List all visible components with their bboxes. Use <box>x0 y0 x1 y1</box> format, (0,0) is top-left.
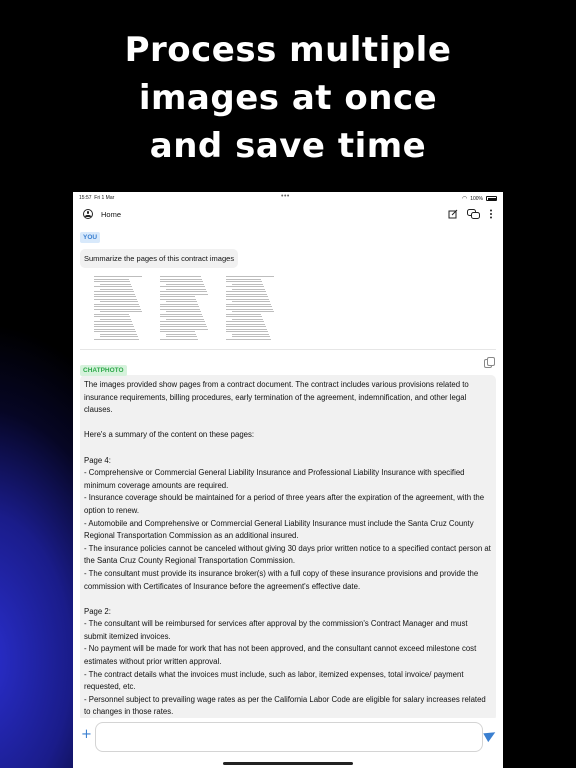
thumbnail-text-line <box>94 326 134 327</box>
thumbnail-text-line <box>226 294 267 295</box>
attachment-image-3[interactable] <box>224 274 278 340</box>
multitask-dots-icon[interactable]: ••• <box>281 193 290 200</box>
thumbnail-text-line <box>226 309 273 310</box>
bot-message-line: Page 2: <box>84 606 111 616</box>
thumbnail-text-line <box>166 336 197 337</box>
thumbnail-text-line <box>100 311 142 312</box>
thumbnail-text-line <box>226 281 262 282</box>
thumbnail-text-line <box>100 301 138 302</box>
promo-headline <box>0 26 576 170</box>
thumbnail-text-line <box>100 284 131 285</box>
thumbnail-text-line <box>226 299 269 300</box>
thumbnail-text-line <box>226 324 265 325</box>
bot-message <box>80 375 496 721</box>
thumbnail-text-line <box>160 291 207 292</box>
thumbnail-text-line <box>160 306 199 307</box>
nav-actions <box>448 209 493 222</box>
thumbnail-text-line <box>94 276 142 277</box>
thumbnail-text-line <box>160 299 196 300</box>
blank-line <box>84 442 492 455</box>
chat-bubbles-icon[interactable] <box>467 209 480 222</box>
thumbnail-text-line <box>100 334 137 335</box>
edit-icon[interactable] <box>448 209 458 222</box>
nav-bar <box>73 204 503 224</box>
bot-message-line: The images provided show pages from a contract document. The contract includes various provisions related to insurance requirements, billing procedures, early termination of the agreement, indemnification, and other legal clauses. <box>84 380 469 415</box>
bot-header <box>80 357 496 374</box>
thumbnail-text-line <box>226 304 271 305</box>
thumbnail-text-line <box>166 334 196 335</box>
thumbnail-text-line <box>94 309 141 310</box>
send-icon[interactable] <box>483 728 498 742</box>
thumbnail-text-line <box>94 296 136 297</box>
status-right <box>462 195 497 202</box>
thumbnail-text-line <box>232 334 269 335</box>
thumbnail-text-line <box>160 281 203 282</box>
thumbnail-text-line <box>226 331 268 332</box>
thumbnail-text-line <box>160 339 198 340</box>
divider <box>80 349 496 350</box>
wifi-icon: ◠ <box>461 196 468 202</box>
thumbnail-text-line <box>94 279 129 280</box>
thumbnail-text-line <box>100 336 138 337</box>
battery-percent: 100% <box>470 195 483 202</box>
bot-message-line: - The consultant must provide its insurance broker(s) with a full copy of these insurance provisions and provide the commission with Certificates of Insurance before the agreement's effective date. <box>84 568 479 591</box>
bot-badge: CHATPHOTO <box>80 365 127 376</box>
message-input[interactable] <box>95 722 483 752</box>
status-bar <box>73 192 503 204</box>
thumbnail-text-line <box>160 296 195 297</box>
thumbnail-text-line <box>94 339 139 340</box>
thumbnail-text-line <box>160 316 203 317</box>
thumbnail-text-line <box>226 329 267 330</box>
thumbnail-text-line <box>160 276 201 277</box>
thumbnail-text-line <box>94 294 135 295</box>
attachment-thumbnails <box>92 274 496 340</box>
thumbnail-text-line <box>94 321 132 322</box>
bot-message-line: - The contract details what the invoices must include, such as labor, itemized expenses, total invoice/ payment requested, etc. <box>84 669 464 692</box>
thumbnail-text-line <box>166 319 204 320</box>
thumbnail-text-line <box>100 319 131 320</box>
app-screen <box>73 192 503 768</box>
thumbnail-text-line <box>166 284 204 285</box>
chat-thread <box>73 224 503 721</box>
thumbnail-text-line <box>94 281 130 282</box>
bot-message-line: - Personnel subject to prevailing wage rates as per the California Labor Code are eligible for salary increases related to changes in those rates. <box>84 694 486 717</box>
thumbnail-text-line <box>232 289 265 290</box>
thumbnail-text-line <box>226 321 264 322</box>
thumbnail-text-line <box>226 316 262 317</box>
attachment-image-2[interactable] <box>158 274 212 340</box>
thumbnail-text-line <box>226 296 268 297</box>
thumbnail-text-line <box>94 286 132 287</box>
thumbnail-text-line <box>160 321 205 322</box>
headline-line-2: images at once <box>138 78 438 118</box>
thumbnail-text-line <box>160 326 207 327</box>
composer <box>73 718 503 768</box>
user-badge: YOU <box>80 232 100 243</box>
thumbnail-text-line <box>94 306 140 307</box>
thumbnail-text-line <box>94 329 135 330</box>
thumbnail-text-line <box>94 314 129 315</box>
bot-message-line: - Automobile and Comprehensive or Commercial General Liability Insurance must include the Santa Cruz County Regional Transportation Commission as an additional insured. <box>84 518 474 541</box>
headline-line-1: Process multiple <box>124 30 452 70</box>
thumbnail-text-line <box>226 286 264 287</box>
thumbnail-text-line <box>226 314 261 315</box>
bot-message-line: - No payment will be made for work that has not been approved, and the consultant cannot exceed milestone cost estimates without prior written approval. <box>84 644 477 667</box>
thumbnail-text-line <box>232 301 270 302</box>
thumbnail-text-line <box>160 324 206 325</box>
thumbnail-text-line <box>160 314 202 315</box>
thumbnail-text-line <box>226 339 271 340</box>
thumbnail-text-line <box>166 311 201 312</box>
person-circle-icon[interactable] <box>83 209 93 219</box>
thumbnail-text-line <box>160 304 198 305</box>
thumbnail-text-line <box>160 309 200 310</box>
thumbnail-text-line <box>226 276 274 277</box>
bot-message-line: Page 4: <box>84 455 111 465</box>
thumbnail-text-line <box>160 331 195 332</box>
thumbnail-text-line <box>94 331 136 332</box>
battery-icon <box>486 196 497 201</box>
thumbnail-text-line <box>226 306 272 307</box>
thumbnail-text-line <box>94 304 139 305</box>
thumbnail-text-line <box>94 299 137 300</box>
thumbnail-text-line <box>232 311 274 312</box>
home-indicator <box>223 762 353 765</box>
more-vertical-icon[interactable] <box>489 209 493 222</box>
thumbnail-text-line <box>160 329 208 330</box>
thumbnail-text-line <box>232 336 270 337</box>
thumbnail-text-line <box>232 284 263 285</box>
thumbnail-text-line <box>94 316 130 317</box>
thumbnail-text-line <box>226 291 266 292</box>
headline-line-3: and save time <box>149 126 427 166</box>
thumbnail-text-line <box>160 279 202 280</box>
thumbnail-text-line <box>94 291 134 292</box>
thumbnail-text-line <box>160 294 208 295</box>
thumbnail-text-line <box>226 326 266 327</box>
bot-message-line: - Comprehensive or Commercial General Liability Insurance and Professional Liability Insurance with specified minimum coverage amounts are required. <box>84 468 465 490</box>
bot-message-line: Here's a summary of the content on these pages: <box>84 430 255 440</box>
thumbnail-text-line <box>160 286 205 287</box>
attachment-image-1[interactable] <box>92 274 146 340</box>
add-attachment-button[interactable]: + <box>81 727 92 742</box>
blank-line <box>84 593 492 606</box>
thumbnail-text-line <box>226 279 261 280</box>
bot-message-line: - The consultant will be reimbursed for services after approval by the commission's Contract Manager and must submit itemized invoices. <box>84 619 468 641</box>
thumbnail-text-line <box>94 324 133 325</box>
nav-title: Home <box>101 209 122 219</box>
bot-message-line: - Insurance coverage should be maintained for a period of three years after the expiration of the agreement, with the option to renew. <box>84 493 485 515</box>
thumbnail-text-line <box>100 289 133 290</box>
thumbnail-text-line <box>166 301 197 302</box>
status-time: 15:57 Fri 1 Mar <box>79 195 115 201</box>
copy-icon[interactable] <box>484 359 492 368</box>
bot-message-line: - The insurance policies cannot be canceled without giving 30 days prior written notice to a specified contact person at the Santa Cruz County Regional Transportation Commission. <box>84 543 491 566</box>
blank-line <box>84 417 492 430</box>
thumbnail-text-line <box>232 319 263 320</box>
thumbnail-text-line <box>166 289 206 290</box>
user-message: Summarize the pages of this contract images <box>80 249 238 268</box>
